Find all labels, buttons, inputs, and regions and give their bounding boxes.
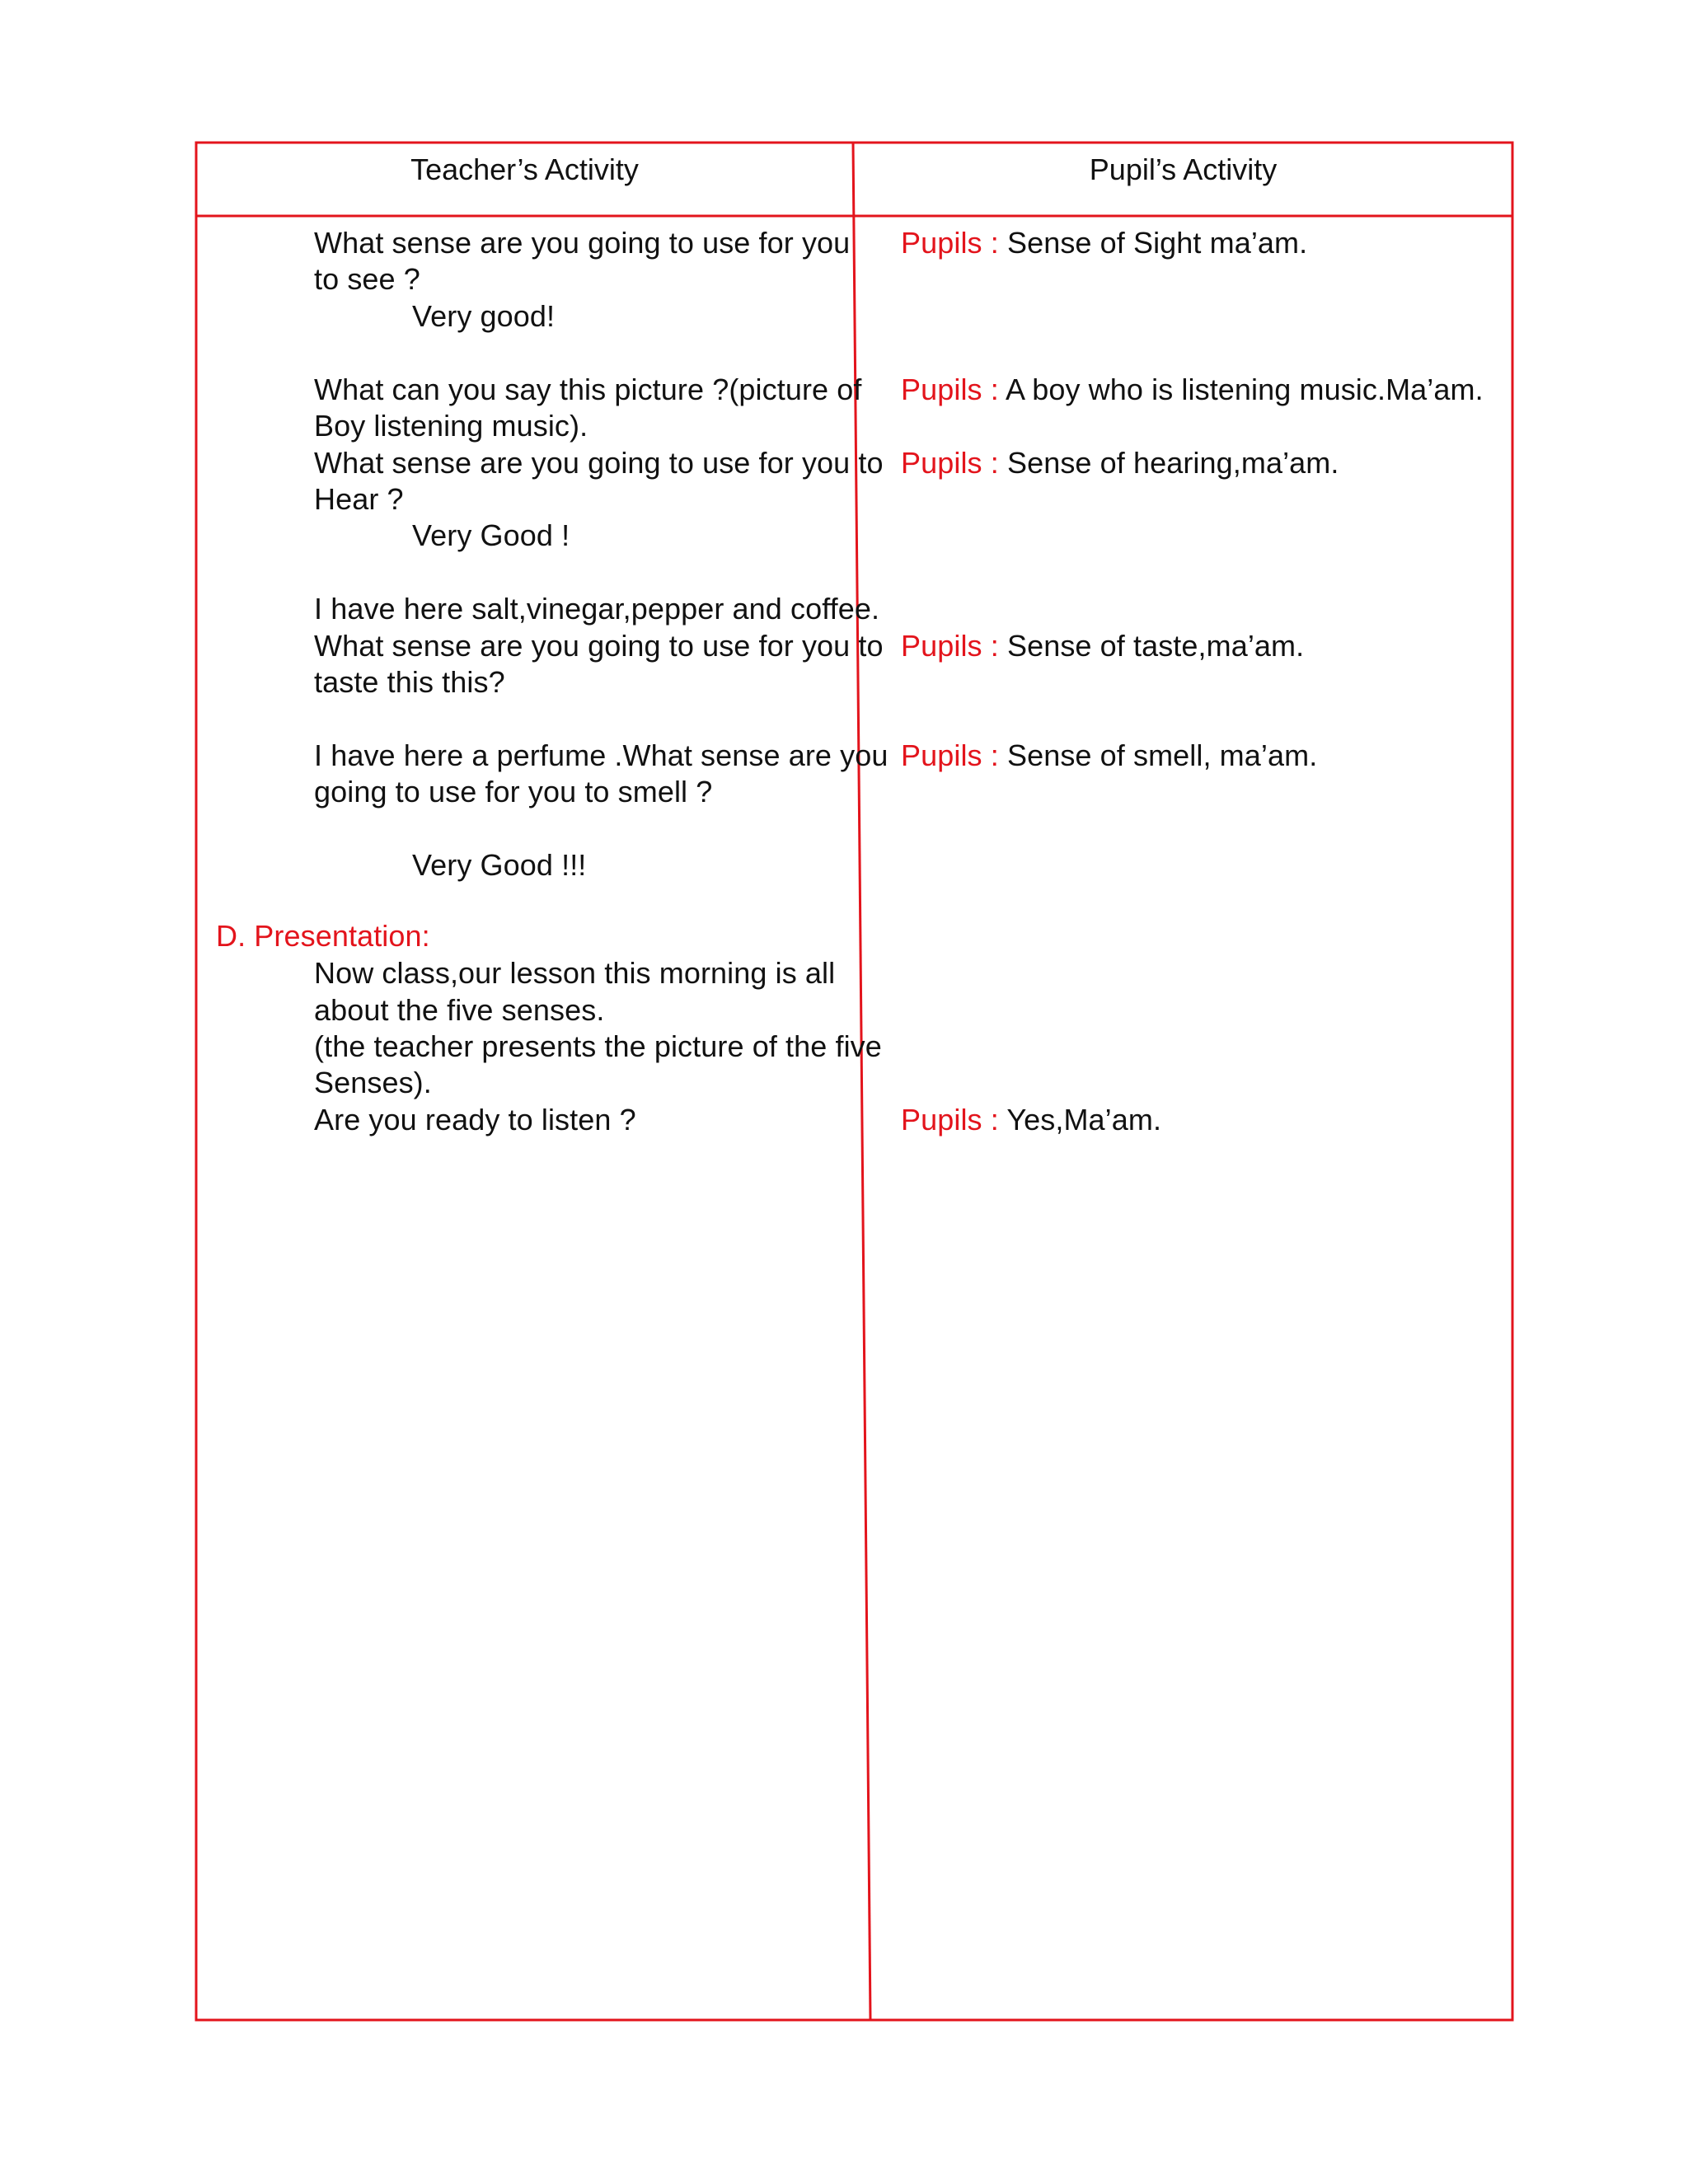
- column-divider: [853, 143, 870, 2020]
- teacher-question-sight-line2: to see ?: [314, 262, 420, 296]
- teacher-question-sight-line1: What sense are you going to use for you: [314, 226, 851, 260]
- pupil-answer-text: Sense of smell, ma’am.: [1006, 738, 1318, 772]
- teacher-question-smell-line1: I have here a perfume .What sense are you: [314, 738, 889, 772]
- teacher-question-picture-line2: Boy listening music).: [314, 409, 588, 443]
- teacher-question-taste-line2: What sense are you going to use for you to: [314, 629, 884, 663]
- pupil-label: Pupils :: [901, 226, 999, 260]
- pupil-label: Pupils :: [901, 373, 999, 406]
- pupil-answer-text: Sense of Sight ma’am.: [1006, 226, 1308, 260]
- pupil-activity-header: Pupil’s Activity: [1089, 152, 1278, 186]
- pupil-answer-picture: [901, 372, 1484, 408]
- pupil-answer-hearing: [901, 445, 1339, 481]
- teacher-question-picture-line1: What can you say this picture ?(picture of: [314, 373, 862, 406]
- presentation-line3: (the teacher presents the picture of the five: [314, 1029, 882, 1063]
- pupil-label: Pupils :: [901, 629, 999, 663]
- teacher-question-taste-line3: taste this this?: [314, 665, 505, 699]
- pupil-label: Pupils :: [901, 1103, 999, 1137]
- teacher-question-hear-line2: Hear ?: [314, 482, 404, 516]
- teacher-praise-1: Very good!: [412, 299, 556, 333]
- section-title-presentation: D. Presentation:: [216, 919, 430, 953]
- pupil-answer-taste: [901, 628, 1304, 664]
- teacher-question-taste-line1: I have here salt,vinegar,pepper and coffee.: [314, 592, 880, 626]
- teacher-praise-3: Very Good !!!: [412, 848, 587, 882]
- pupil-answer-text: Sense of hearing,ma’am.: [1006, 446, 1339, 480]
- teacher-activity-header: Teacher’s Activity: [410, 152, 639, 186]
- presentation-line4: Senses).: [314, 1066, 432, 1099]
- presentation-line2: about the five senses.: [314, 993, 605, 1027]
- pupil-answer-smell: [901, 738, 1317, 774]
- pupil-answer-sight: [901, 225, 1307, 261]
- pupil-answer-text: A boy who is listening music.Ma’am.: [1005, 373, 1484, 406]
- pupil-label: Pupils :: [901, 446, 999, 480]
- teacher-praise-2: Very Good !: [412, 518, 570, 552]
- pupil-answer-ready: [901, 1102, 1161, 1138]
- presentation-line1: Now class,our lesson this morning is all: [314, 956, 836, 990]
- presentation-line5: Are you ready to listen ?: [314, 1103, 636, 1137]
- pupil-answer-text: Yes,Ma’am.: [1006, 1103, 1162, 1137]
- pupil-answer-text: Sense of taste,ma’am.: [1006, 629, 1305, 663]
- pupil-label: Pupils :: [901, 738, 999, 772]
- teacher-question-smell-line2: going to use for you to smell ?: [314, 775, 713, 808]
- teacher-question-hear-line1: What sense are you going to use for you to: [314, 446, 884, 480]
